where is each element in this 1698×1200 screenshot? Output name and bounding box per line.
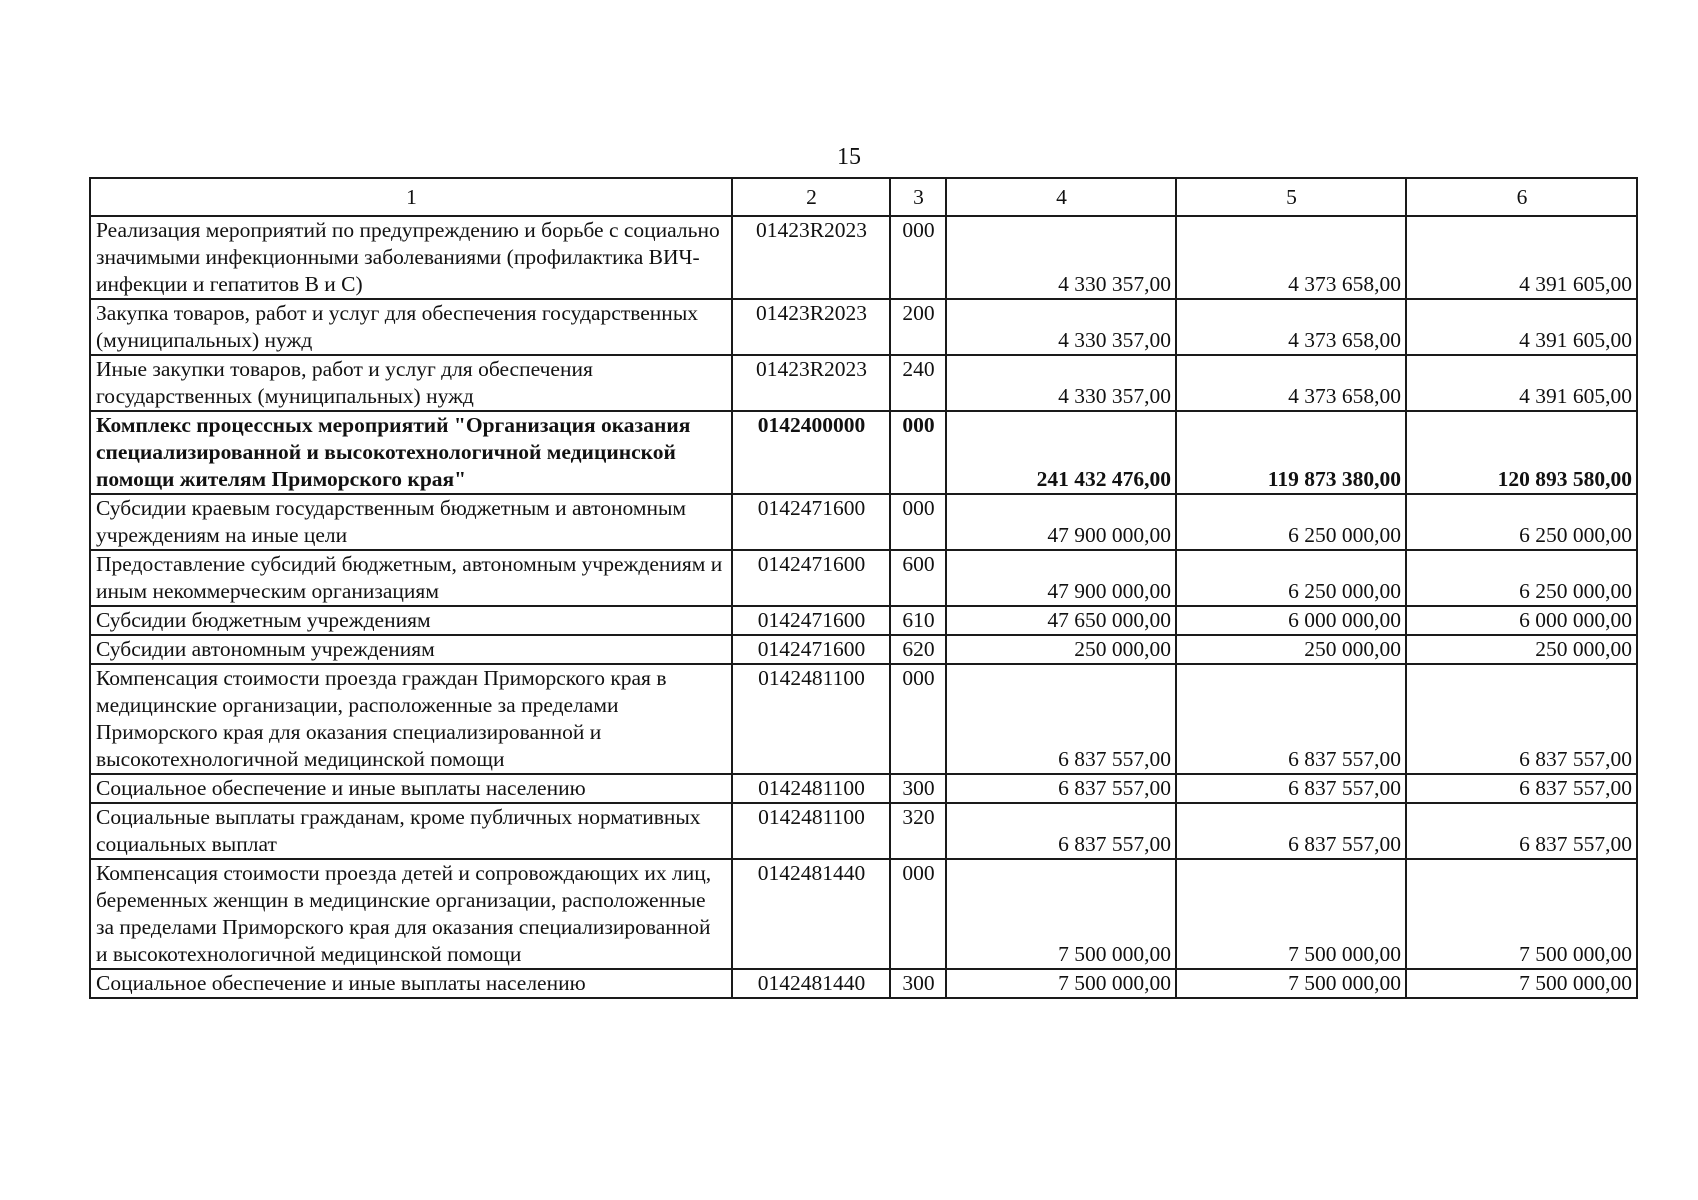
- row-amount-1-cell: 241 432 476,00: [946, 411, 1176, 494]
- table-row: [90, 355, 1637, 411]
- row-name-cell: Иные закупки товаров, работ и услуг для обеспечения государственных (муниципальных) нужд: [90, 355, 732, 411]
- row-code-cell: 0142400000: [732, 411, 890, 494]
- row-amount-2-cell: 119 873 380,00: [1176, 411, 1406, 494]
- header-cell-name: 1: [90, 178, 732, 216]
- budget-table: [89, 177, 1638, 999]
- row-amount-3-cell: 250 000,00: [1406, 635, 1637, 664]
- row-amount-3-cell: 120 893 580,00: [1406, 411, 1637, 494]
- row-amount-3-cell: 6 837 557,00: [1406, 664, 1637, 774]
- table-row: [90, 216, 1637, 299]
- table-row: [90, 635, 1637, 664]
- row-amount-1-cell: 47 900 000,00: [946, 550, 1176, 606]
- row-amount-3-cell: 4 391 605,00: [1406, 299, 1637, 355]
- row-name-cell: Субсидии бюджетным учреждениям: [90, 606, 732, 635]
- row-name-cell: Субсидии автономным учреждениям: [90, 635, 732, 664]
- row-amount-2-cell: 6 250 000,00: [1176, 494, 1406, 550]
- row-name-cell: Компенсация стоимости проезда детей и сопровождающих их лиц, беременных женщин в медицинские организации, расположенные за пределами Приморского края для оказания специализированной и высокотехнологичной медицинской помощи: [90, 859, 732, 969]
- row-amount-2-cell: 6 837 557,00: [1176, 664, 1406, 774]
- row-amount-3-cell: 6 000 000,00: [1406, 606, 1637, 635]
- table-row: [90, 664, 1637, 774]
- row-name-cell: Социальное обеспечение и иные выплаты населению: [90, 969, 732, 998]
- table-row: [90, 859, 1637, 969]
- row-code-cell: 01423R2023: [732, 216, 890, 299]
- row-expense-type-cell: 240: [890, 355, 946, 411]
- row-amount-2-cell: 6 000 000,00: [1176, 606, 1406, 635]
- row-amount-1-cell: 7 500 000,00: [946, 859, 1176, 969]
- row-amount-3-cell: 6 837 557,00: [1406, 774, 1637, 803]
- row-name-cell: Реализация мероприятий по предупреждению и борьбе с социально значимыми инфекционными заболеваниями (профилактика ВИЧ-инфекции и гепатитов В и С): [90, 216, 732, 299]
- table-row: [90, 494, 1637, 550]
- row-expense-type-cell: 610: [890, 606, 946, 635]
- row-amount-1-cell: 6 837 557,00: [946, 774, 1176, 803]
- header-cell-amount-3: 6: [1406, 178, 1637, 216]
- page-number: 15: [837, 144, 861, 170]
- row-amount-3-cell: 4 391 605,00: [1406, 355, 1637, 411]
- row-name-cell: Предоставление субсидий бюджетным, автономным учреждениям и иным некоммерческим организациям: [90, 550, 732, 606]
- row-amount-2-cell: 7 500 000,00: [1176, 859, 1406, 969]
- row-expense-type-cell: 300: [890, 774, 946, 803]
- row-code-cell: 0142481440: [732, 859, 890, 969]
- row-name-cell: Закупка товаров, работ и услуг для обеспечения государственных (муниципальных) нужд: [90, 299, 732, 355]
- row-code-cell: 01423R2023: [732, 355, 890, 411]
- row-code-cell: 0142471600: [732, 635, 890, 664]
- row-expense-type-cell: 000: [890, 411, 946, 494]
- row-amount-1-cell: 47 650 000,00: [946, 606, 1176, 635]
- row-amount-3-cell: 4 391 605,00: [1406, 216, 1637, 299]
- row-name-cell: Социальные выплаты гражданам, кроме публичных нормативных социальных выплат: [90, 803, 732, 859]
- row-name-cell: Компенсация стоимости проезда граждан Приморского края в медицинские организации, расположенные за пределами Приморского края для оказания специализированной и высокотехнологичной медицинской помощи: [90, 664, 732, 774]
- table-row: [90, 774, 1637, 803]
- row-expense-type-cell: 320: [890, 803, 946, 859]
- header-cell-expense-type: 3: [890, 178, 946, 216]
- row-code-cell: 01423R2023: [732, 299, 890, 355]
- row-amount-1-cell: 4 330 357,00: [946, 355, 1176, 411]
- row-amount-2-cell: 7 500 000,00: [1176, 969, 1406, 998]
- row-expense-type-cell: 000: [890, 859, 946, 969]
- row-amount-2-cell: 6 250 000,00: [1176, 550, 1406, 606]
- header-cell-amount-1: 4: [946, 178, 1176, 216]
- row-code-cell: 0142481100: [732, 774, 890, 803]
- row-amount-1-cell: 7 500 000,00: [946, 969, 1176, 998]
- table-body: [90, 216, 1637, 998]
- row-amount-3-cell: 7 500 000,00: [1406, 969, 1637, 998]
- row-amount-3-cell: 6 250 000,00: [1406, 550, 1637, 606]
- row-amount-1-cell: 6 837 557,00: [946, 664, 1176, 774]
- row-code-cell: 0142481100: [732, 664, 890, 774]
- row-name-cell: Социальное обеспечение и иные выплаты населению: [90, 774, 732, 803]
- row-code-cell: 0142471600: [732, 606, 890, 635]
- row-amount-3-cell: 6 250 000,00: [1406, 494, 1637, 550]
- row-amount-1-cell: 250 000,00: [946, 635, 1176, 664]
- row-expense-type-cell: 000: [890, 216, 946, 299]
- table-row: [90, 550, 1637, 606]
- row-amount-3-cell: 7 500 000,00: [1406, 859, 1637, 969]
- row-amount-2-cell: 250 000,00: [1176, 635, 1406, 664]
- table-row: [90, 411, 1637, 494]
- row-amount-1-cell: 47 900 000,00: [946, 494, 1176, 550]
- row-code-cell: 0142481100: [732, 803, 890, 859]
- row-amount-2-cell: 4 373 658,00: [1176, 216, 1406, 299]
- header-row: [90, 178, 1637, 216]
- row-amount-2-cell: 4 373 658,00: [1176, 299, 1406, 355]
- row-expense-type-cell: 600: [890, 550, 946, 606]
- table-row: [90, 606, 1637, 635]
- row-expense-type-cell: 620: [890, 635, 946, 664]
- row-amount-2-cell: 6 837 557,00: [1176, 774, 1406, 803]
- row-name-cell: Комплекс процессных мероприятий "Организация оказания специализированной и высокотехнологичной медицинской помощи жителям Приморского края": [90, 411, 732, 494]
- row-amount-2-cell: 4 373 658,00: [1176, 355, 1406, 411]
- row-expense-type-cell: 200: [890, 299, 946, 355]
- row-amount-1-cell: 6 837 557,00: [946, 803, 1176, 859]
- row-amount-3-cell: 6 837 557,00: [1406, 803, 1637, 859]
- row-name-cell: Субсидии краевым государственным бюджетным и автономным учреждениям на иные цели: [90, 494, 732, 550]
- row-expense-type-cell: 000: [890, 664, 946, 774]
- row-code-cell: 0142471600: [732, 494, 890, 550]
- row-expense-type-cell: 300: [890, 969, 946, 998]
- table-row: [90, 299, 1637, 355]
- table-row: [90, 969, 1637, 998]
- header-cell-amount-2: 5: [1176, 178, 1406, 216]
- table-row: [90, 803, 1637, 859]
- row-code-cell: 0142471600: [732, 550, 890, 606]
- row-amount-2-cell: 6 837 557,00: [1176, 803, 1406, 859]
- row-code-cell: 0142481440: [732, 969, 890, 998]
- header-cell-code: 2: [732, 178, 890, 216]
- row-expense-type-cell: 000: [890, 494, 946, 550]
- row-amount-1-cell: 4 330 357,00: [946, 216, 1176, 299]
- row-amount-1-cell: 4 330 357,00: [946, 299, 1176, 355]
